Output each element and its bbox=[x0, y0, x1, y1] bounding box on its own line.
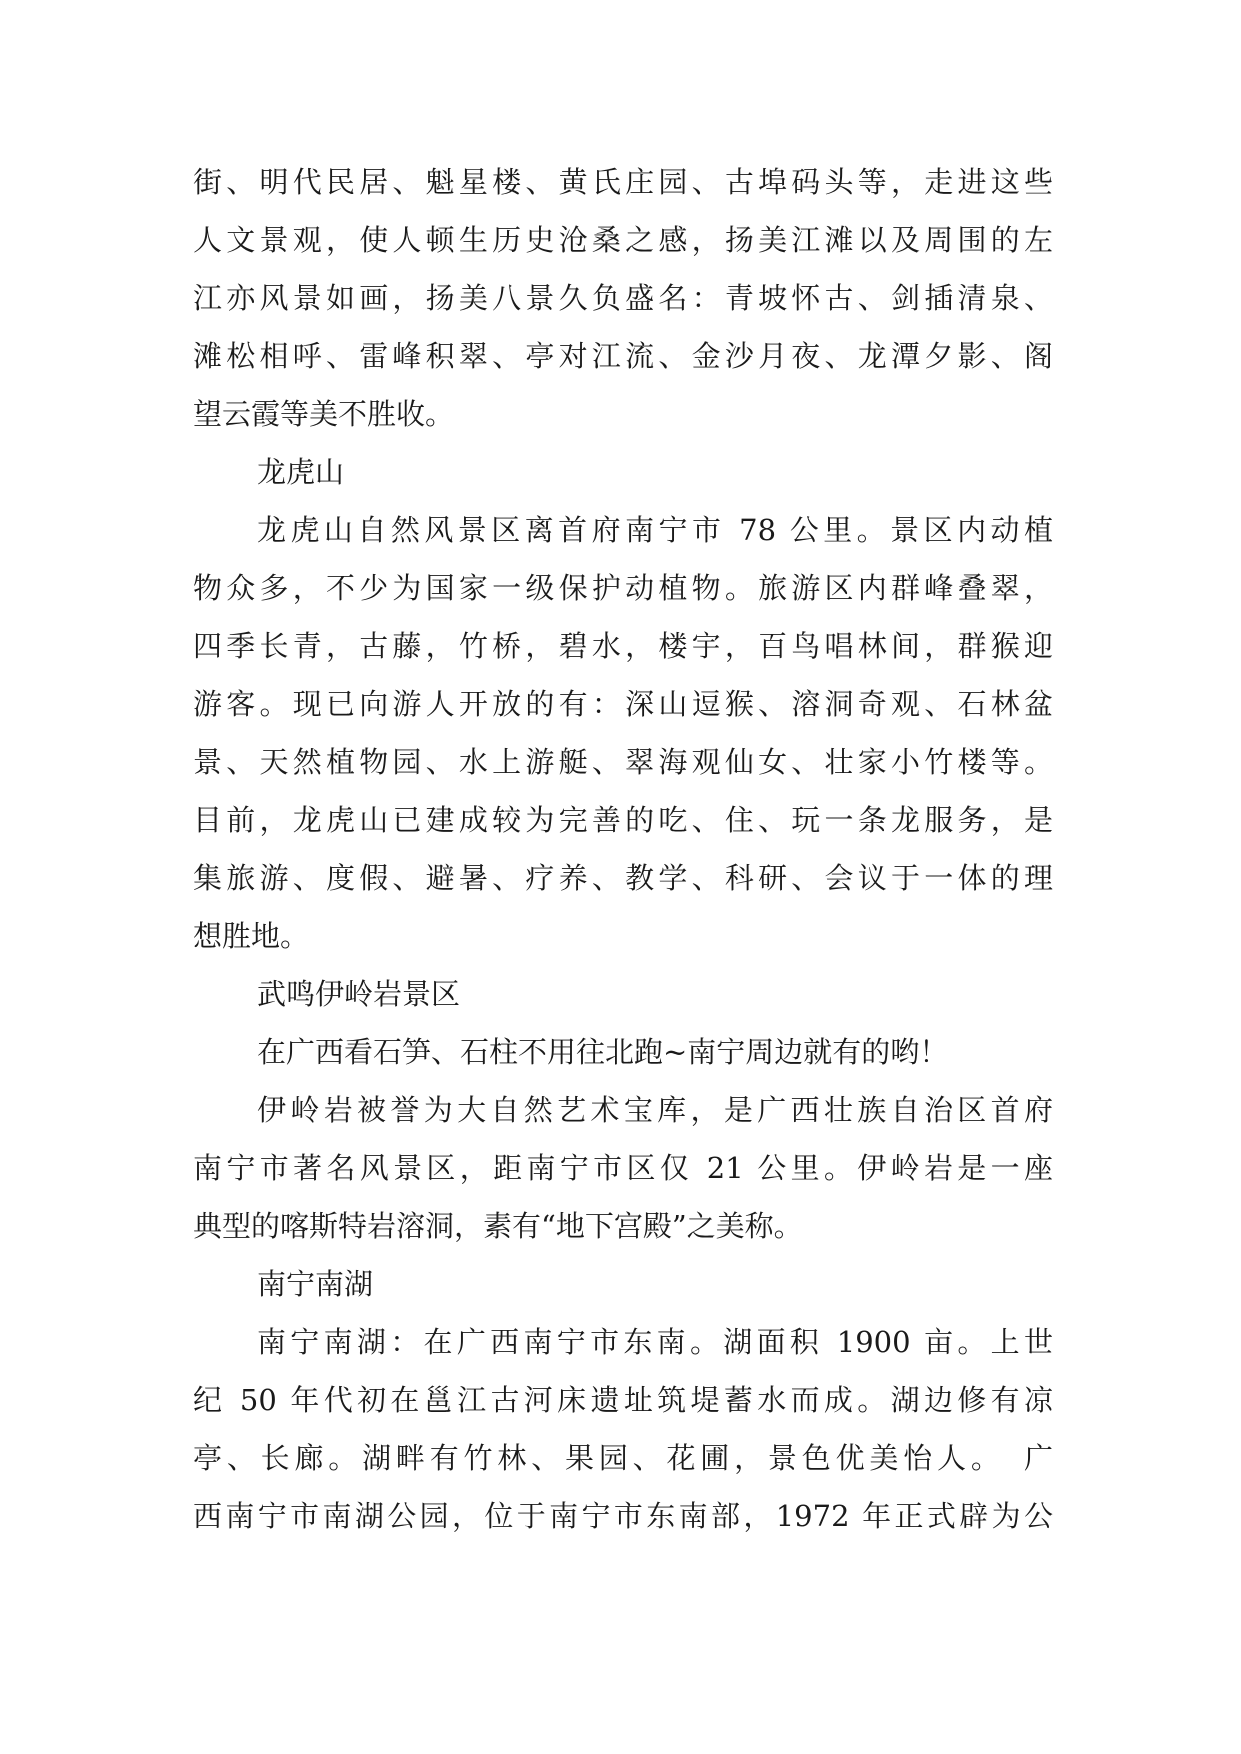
body-paragraph bbox=[193, 1081, 1053, 1255]
paragraph-line: 在广西看石笋、石柱不用往北跑~南宁周边就有的哟！ bbox=[257, 1035, 949, 1069]
document-body bbox=[193, 153, 1053, 1545]
body-paragraph bbox=[193, 153, 1053, 443]
paragraph-line: 游客。现已向游人开放的有：深山逗猴、溶洞奇观、石林盆 bbox=[193, 687, 1053, 721]
paragraph-line: 西南宁市南湖公园，位于南宁市东南部，1972 年正式辟为公 bbox=[193, 1499, 1053, 1533]
paragraph-line: 集旅游、度假、避暑、疗养、教学、科研、会议于一体的理 bbox=[193, 861, 1053, 895]
paragraph-line: 望云霞等美不胜收。 bbox=[193, 397, 455, 431]
paragraph-line: 想胜地。 bbox=[193, 919, 310, 953]
paragraph-line: 景、天然植物园、水上游艇、翠海观仙女、壮家小竹楼等。 bbox=[193, 745, 1053, 779]
heading-text: 南宁南湖 bbox=[257, 1267, 374, 1301]
paragraph-line: 江亦风景如画，扬美八景久负盛名：青坡怀古、剑插清泉、 bbox=[193, 281, 1053, 315]
section-heading bbox=[193, 1255, 1053, 1313]
paragraph-line: 龙虎山自然风景区离首府南宁市 78 公里。景区内动植 bbox=[257, 513, 1053, 547]
heading-text: 龙虎山 bbox=[257, 455, 345, 489]
paragraph-line: 亭、长廊。湖畔有竹林、果园、花圃，景色优美怡人。 广 bbox=[193, 1441, 1053, 1475]
paragraph-line: 纪 50 年代初在邕江古河床遗址筑堤蓄水而成。湖边修有凉 bbox=[193, 1383, 1053, 1417]
section-heading bbox=[193, 443, 1053, 501]
body-paragraph bbox=[193, 1313, 1053, 1545]
paragraph-line: 滩松相呼、雷峰积翠、亭对江流、金沙月夜、龙潭夕影、阁 bbox=[193, 339, 1053, 373]
paragraph-line: 目前，龙虎山已建成较为完善的吃、住、玩一条龙服务，是 bbox=[193, 803, 1053, 837]
paragraph-line: 典型的喀斯特岩溶洞，素有“地下宫殿”之美称。 bbox=[193, 1209, 803, 1243]
paragraph-line: 物众多，不少为国家一级保护动植物。旅游区内群峰叠翠， bbox=[193, 571, 1053, 605]
heading-text: 武鸣伊岭岩景区 bbox=[257, 977, 461, 1011]
section-heading bbox=[193, 965, 1053, 1023]
body-paragraph bbox=[193, 501, 1053, 965]
paragraph-line: 南宁南湖：在广西南宁市东南。湖面积 1900 亩。上世 bbox=[257, 1325, 1053, 1359]
paragraph-line: 街、明代民居、魁星楼、黄氏庄园、古埠码头等，走进这些 bbox=[193, 165, 1053, 199]
paragraph-line: 人文景观，使人顿生历史沧桑之感，扬美江滩以及周围的左 bbox=[193, 223, 1053, 257]
paragraph-line: 四季长青，古藤，竹桥，碧水，楼宇，百鸟唱林间，群猴迎 bbox=[193, 629, 1053, 663]
body-paragraph bbox=[193, 1023, 1053, 1081]
paragraph-line: 南宁市著名风景区，距南宁市区仅 21 公里。伊岭岩是一座 bbox=[193, 1151, 1053, 1185]
paragraph-line: 伊岭岩被誉为大自然艺术宝库，是广西壮族自治区首府 bbox=[257, 1093, 1053, 1127]
